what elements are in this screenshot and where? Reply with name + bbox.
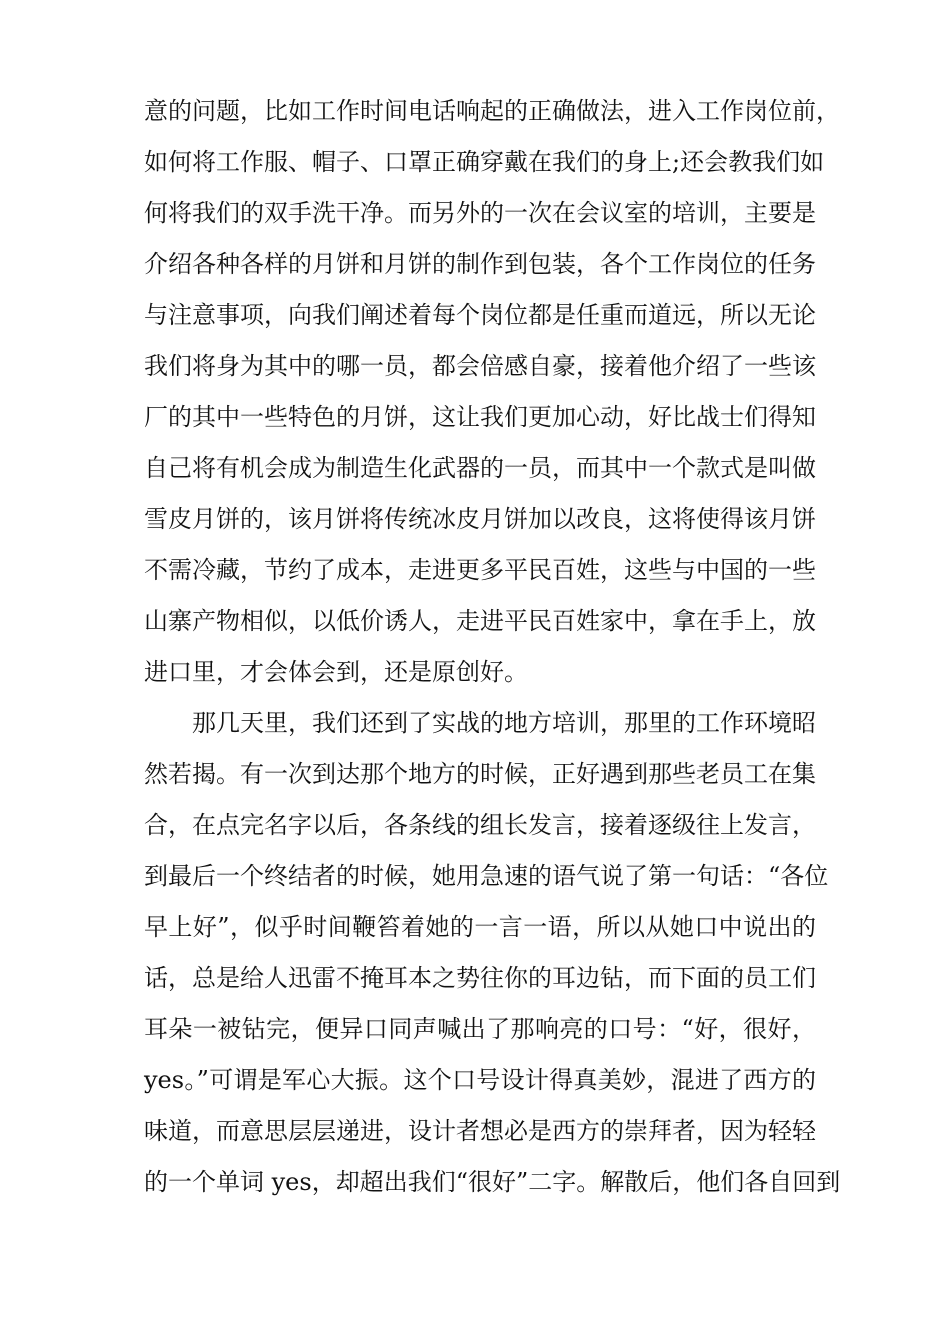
text-line: 然若揭。有一次到达那个地方的时候，正好遇到那些老员工在集 — [144, 760, 816, 788]
text-line: 何将我们的双手洗干净。而另外的一次在会议室的培训，主要是 — [144, 199, 816, 227]
text-line: yes。”可谓是军心大振。这个口号设计得真美妙，混进了西方的 — [144, 1066, 816, 1094]
text-line: 介绍各种各样的月饼和月饼的制作到包装，各个工作岗位的任务 — [144, 250, 816, 278]
text-line: 如何将工作服、帽子、口罩正确穿戴在我们的身上;还会教我们如 — [144, 148, 825, 176]
text-line: 进口里，才会体会到，还是原创好。 — [144, 658, 528, 686]
text-line: 味道，而意思层层递进，设计者想必是西方的崇拜者，因为轻轻 — [144, 1117, 816, 1145]
text-line: 话，总是给人迅雷不掩耳本之势往你的耳边钻，而下面的员工们 — [144, 964, 816, 992]
text-line: 与注意事项，向我们阐述着每个岗位都是任重而道远，所以无论 — [144, 301, 816, 329]
paragraph-first-line: 那几天里，我们还到了实战的地方培训，那里的工作环境昭 — [192, 709, 816, 737]
text-line: 山寨产物相似，以低价诱人，走进平民百姓家中，拿在手上，放 — [144, 607, 816, 635]
text-line: 的一个单词 yes，却超出我们“很好”二字。解散后，他们各自回到 — [144, 1168, 841, 1196]
text-line: 早上好”，似乎时间鞭笞着她的一言一语，所以从她口中说出的 — [144, 913, 816, 941]
text-line: 我们将身为其中的哪一员，都会倍感自豪，接着他介绍了一些该 — [144, 352, 816, 380]
text-line: 意的问题，比如工作时间电话响起的正确做法，进入工作岗位前， — [144, 97, 840, 125]
text-line: 雪皮月饼的，该月饼将传统冰皮月饼加以改良，这将使得该月饼 — [144, 505, 816, 533]
text-line: 厂的其中一些特色的月饼，这让我们更加心动，好比战士们得知 — [144, 403, 816, 431]
text-line: 不需冷藏，节约了成本，走进更多平民百姓，这些与中国的一些 — [144, 556, 816, 584]
text-line: 到最后一个终结者的时候，她用急速的语气说了第一句话：“各位 — [144, 862, 829, 890]
text-line: 自己将有机会成为制造生化武器的一员，而其中一个款式是叫做 — [144, 454, 816, 482]
text-line: 耳朵一被钻完，便异口同声喊出了那响亮的口号：“好，很好， — [144, 1015, 816, 1043]
text-line: 合，在点完名字以后，各条线的组长发言，接着逐级往上发言， — [144, 811, 816, 839]
